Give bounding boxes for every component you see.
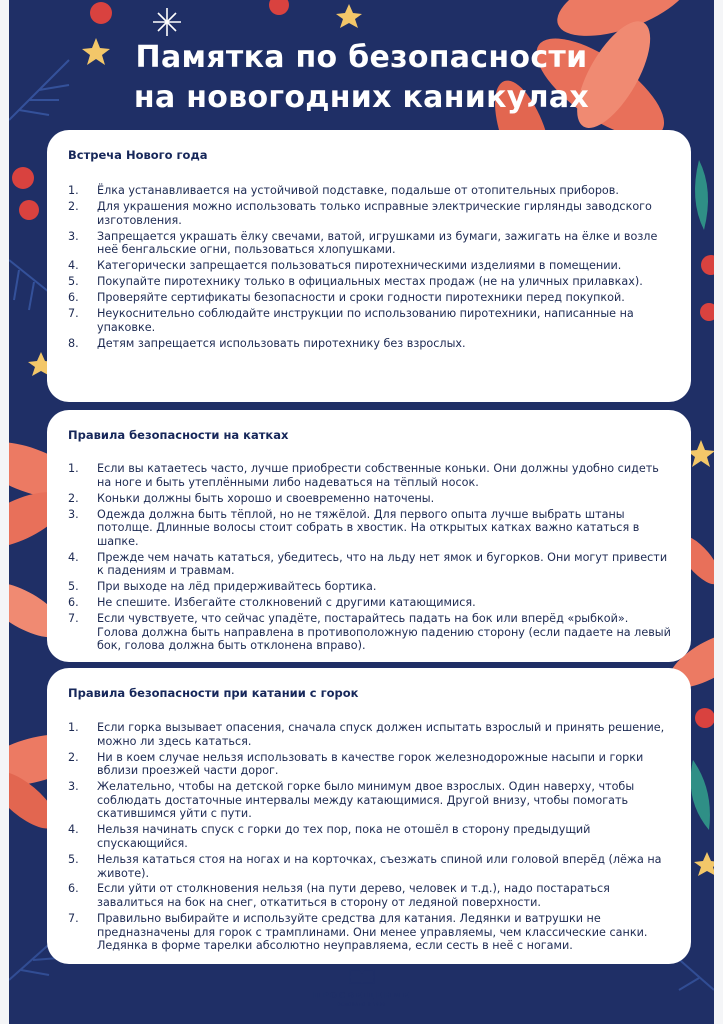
list-item xyxy=(68,462,671,489)
item-text: При выходе на лёд придерживайтесь бортика. xyxy=(97,580,377,594)
item-number: 4. xyxy=(68,259,79,273)
list-item xyxy=(68,184,671,198)
item-number: 6. xyxy=(68,596,79,610)
rule-list xyxy=(68,184,671,350)
item-number: 1. xyxy=(68,184,79,197)
rule-list xyxy=(68,721,671,953)
snowflake-icon xyxy=(153,8,181,36)
berry-icon xyxy=(90,2,112,24)
star-icon xyxy=(694,852,714,876)
list-item xyxy=(68,853,671,880)
section-heading: Правила безопасности на катках xyxy=(68,428,289,442)
item-number: 3. xyxy=(68,780,79,794)
safety-memo-poster xyxy=(9,0,714,1024)
section-heading: Встреча Нового года xyxy=(68,148,208,162)
star-icon xyxy=(336,4,362,28)
item-number: 5. xyxy=(68,580,79,594)
item-text: Запрещается украшать ёлку свечами, ватой, игрушками из бумаги, зажигать на ёлке и возле неё бенгальские огни, пользоваться хлопушками. xyxy=(97,229,658,257)
item-number: 3. xyxy=(68,229,79,243)
list-item xyxy=(68,823,671,850)
publisher-name: ПРОСВЕЩЕНИЕ xyxy=(312,991,411,1001)
item-text: Покупайте пиротехнику только в официальных местах продаж (не на уличных прилавках). xyxy=(97,275,643,289)
item-text: Если уйти от столкновения нельзя (на пути дерево, человек и т.д.), надо постараться завалиться на бок на снег, откатиться в сторону от ледяной поверхности. xyxy=(97,882,610,910)
rule-list xyxy=(68,462,671,653)
item-number: 6. xyxy=(68,882,79,896)
list-item xyxy=(68,259,671,273)
list-item xyxy=(68,912,671,953)
item-number: 5. xyxy=(68,275,79,289)
list-item xyxy=(68,275,671,289)
item-number: 2. xyxy=(68,750,79,764)
item-number: 7. xyxy=(68,912,79,926)
item-text: Категорически запрещается пользоваться пиротехническими изделиями в помещении. xyxy=(97,259,622,273)
publisher-tagline: ОСНОВАНО В 1930 xyxy=(337,1002,386,1007)
item-text: Если вы катаетесь часто, лучше приобрести собственные коньки. Они должны удобно сидеть на ноге и быть утеплёнными либо надеваться на тёплый носок. xyxy=(97,462,659,489)
page-title-line-1: Памятка по безопасности xyxy=(135,40,588,75)
list-item xyxy=(68,580,671,594)
list-item xyxy=(68,508,671,549)
list-item xyxy=(68,721,671,748)
list-item xyxy=(68,612,671,653)
item-text: Правильно выбирайте и используйте средства для катания. Ледянки и ватрушки не предназначены для горок с трамплинами. Они менее управляемы, чем классические санки. Ледянка в форме тарелки абсолютно неуправляема, если сесть в неё с ногами. xyxy=(97,912,648,953)
item-number: 1. xyxy=(68,462,79,475)
item-text: Неукоснительно соблюдайте инструкции по использованию пиротехники, написанные на упаковке. xyxy=(97,307,634,334)
item-text: Проверяйте сертификаты безопасности и сроки годности пиротехники перед покупкой. xyxy=(97,291,625,305)
item-number: 7. xyxy=(68,612,79,626)
item-text: Не спешите. Избегайте столкновений с другими катающимися. xyxy=(97,596,476,610)
list-item xyxy=(68,291,671,305)
leaf-icon xyxy=(695,160,708,230)
section-card-sledding-hills xyxy=(47,668,691,964)
item-number: 7. xyxy=(68,307,79,321)
item-text: Если чувствуете, что сейчас упадёте, постарайтесь падать на бок или вперёд «рыбкой». Голова должна быть направлена в противоположную падению сторону (если падаете на левый бок, голова должна быть отклонена вправо). xyxy=(97,612,671,653)
item-text: Желательно, чтобы на детской горке было минимум двое взрослых. Один наверху, чтобы соблюдать достаточные интервалы между катающимися. Другой внизу, чтобы помогать скатившимся уйти с пути. xyxy=(97,780,635,821)
page-title xyxy=(9,38,714,118)
item-number: 2. xyxy=(68,491,79,505)
berry-icon xyxy=(695,708,714,728)
berry-icon xyxy=(269,0,289,15)
publisher-logo-icon xyxy=(349,968,375,984)
list-item xyxy=(68,230,671,257)
item-number: 3. xyxy=(68,507,79,521)
berry-icon xyxy=(12,167,34,189)
item-text: Детям запрещается использовать пиротехнику без взрослых. xyxy=(97,336,466,350)
list-item xyxy=(68,337,671,351)
publisher-footer xyxy=(9,968,714,1007)
item-text: Если горка вызывает опасения, сначала спуск должен испытать взрослый и принять решение, можно ли здесь кататься. xyxy=(97,721,665,748)
item-number: 2. xyxy=(68,199,79,213)
item-number: 4. xyxy=(68,823,79,837)
item-text: Прежде чем начать кататься, убедитесь, что на льду нет ямок и бугорков. Они могут привести к падениям и травмам. xyxy=(97,550,668,578)
section-card-skating-rinks xyxy=(47,410,691,662)
page-title-line-2: на новогодних каникулах xyxy=(133,80,590,115)
list-item xyxy=(68,200,671,227)
item-text: Ёлка устанавливается на устойчивой подставке, подальше от отопительных приборов. xyxy=(97,184,619,197)
item-text: Нельзя кататься стоя на ногах и на корточках, съезжать спиной или головой вперёд (лёжа на животе). xyxy=(97,852,662,880)
list-item xyxy=(68,751,671,778)
item-number: 1. xyxy=(68,721,79,734)
item-text: Нельзя начинать спуск с горки до тех пор, пока не отошёл в сторону предыдущий спускающийся. xyxy=(97,823,591,850)
berry-icon xyxy=(19,200,39,220)
item-number: 4. xyxy=(68,550,79,564)
list-item xyxy=(68,307,671,334)
berry-icon xyxy=(700,303,714,321)
item-text: Коньки должны быть хорошо и своевременно наточены. xyxy=(97,491,435,505)
star-icon xyxy=(687,440,714,467)
item-number: 8. xyxy=(68,336,79,350)
list-item xyxy=(68,882,671,909)
section-card-new-year xyxy=(47,130,691,402)
berry-icon xyxy=(701,255,714,275)
item-text: Одежда должна быть тёплой, но не тяжёлой. Для первого опыта лучше выбрать штаны потолще. Длинные волосы стоит собрать в хвостик. На открытых катках важно кататься в шапке. xyxy=(97,507,640,548)
section-heading: Правила безопасности при катании с горок xyxy=(68,686,359,700)
item-text: Для украшения можно использовать только исправные электрические гирлянды заводского изготовления. xyxy=(97,199,652,227)
item-number: 6. xyxy=(68,291,79,305)
item-text: Ни в коем случае нельзя использовать в качестве горок железнодорожные насыпи и горки вблизи проезжей части дорог. xyxy=(97,750,644,778)
item-number: 5. xyxy=(68,852,79,866)
list-item xyxy=(68,596,671,610)
leaf-icon xyxy=(691,760,710,830)
list-item xyxy=(68,492,671,506)
list-item xyxy=(68,551,671,578)
list-item xyxy=(68,780,671,821)
